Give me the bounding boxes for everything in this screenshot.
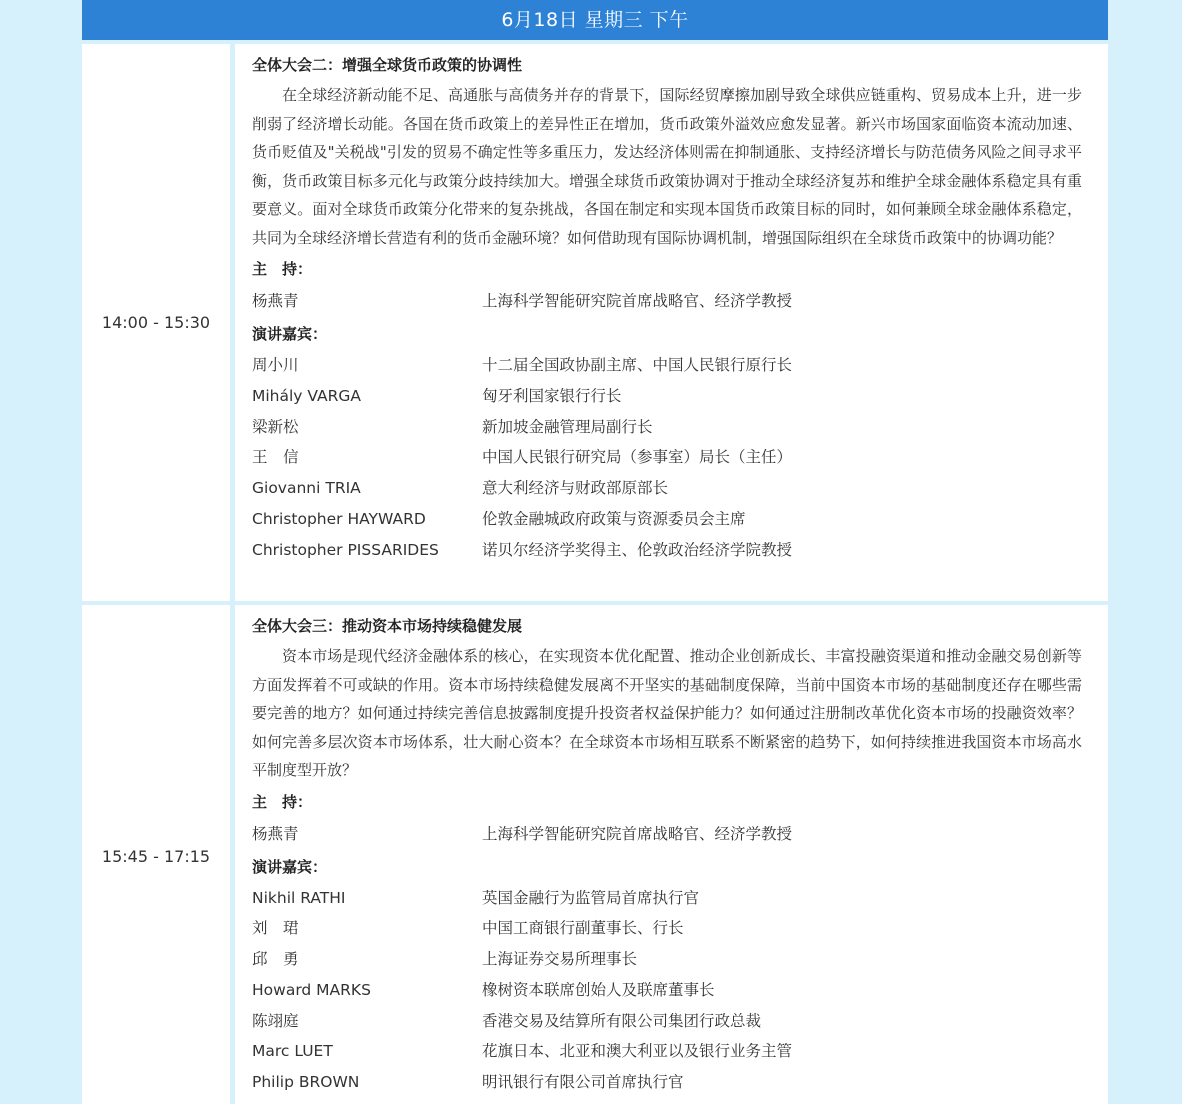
host-title: 上海科学智能研究院首席战略官、经济学教授	[482, 824, 793, 843]
speaker-title: 伦敦金融城政府政策与资源委员会主席	[482, 509, 746, 528]
speaker-name: 邱 勇	[252, 950, 299, 969]
speaker-name: Howard MARKS	[252, 980, 371, 999]
speaker-name: 周小川	[252, 356, 299, 374]
speaker-title: 新加坡金融管理局副行长	[482, 417, 653, 436]
session-description: 资本市场是现代经济金融体系的核心，在实现资本优化配置、推动企业创新成长、丰富投融资渠道和推动金融交易创新等方面发挥着不可或缺的作用。资本市场持续稳健发展离不开坚实的基础制度保障，当前中国资本市场的基础制度还存在哪些需要完善的地方？如何通过持续完善信息披露制度提升投资者权益保护能力？如何通过注册制改革优化资本市场的投融资效率？如何完善多层次资本市场体系，壮大耐心资本？在全球资本市场相互联系不断紧密的趋势下，如何持续推进我国资本市场高水平制度型开放？	[252, 647, 1082, 779]
session-block	[82, 605, 1108, 1104]
speaker-row	[252, 504, 1108, 535]
speaker-name: Mihály VARGA	[252, 386, 362, 405]
speaker-row	[252, 883, 1108, 914]
speaker-name: 梁新松	[252, 417, 299, 436]
host-row	[252, 285, 1108, 317]
speaker-row	[252, 944, 1108, 975]
speaker-name: Christopher PISSARIDES	[252, 540, 439, 559]
speaker-row	[252, 535, 1108, 566]
session-content	[235, 44, 1108, 601]
speaker-name: 王 信	[252, 448, 299, 467]
speaker-name: 刘 珺	[252, 919, 299, 938]
speaker-row	[252, 1067, 1108, 1098]
speaker-row	[252, 1036, 1108, 1067]
session-block	[82, 44, 1108, 601]
host-title: 上海科学智能研究院首席战略官、经济学教授	[482, 292, 793, 310]
speaker-name: Philip BROWN	[252, 1073, 360, 1092]
speaker-row	[252, 381, 1108, 412]
day-header: 6月18日 星期三 下午	[82, 0, 1108, 40]
speaker-title: 花旗日本、北亚和澳大利亚以及银行业务主管	[482, 1042, 793, 1061]
speakers-label: 演讲嘉宾：	[252, 857, 328, 876]
session-time: 14:00 - 15:30	[82, 44, 230, 601]
speaker-name: Christopher HAYWARD	[252, 509, 426, 528]
host-label: 主 持：	[252, 792, 313, 811]
speaker-row	[252, 975, 1108, 1006]
speaker-title: 橡树资本联席创始人及联席董事长	[482, 980, 715, 999]
speaker-title: 上海证券交易所理事长	[482, 950, 638, 969]
session-content	[235, 605, 1108, 1104]
host-name: 杨燕青	[252, 824, 299, 843]
speakers-label: 演讲嘉宾：	[252, 325, 328, 343]
host-name: 杨燕青	[252, 292, 299, 310]
speaker-row	[252, 412, 1108, 443]
session-time: 15:45 - 17:15	[82, 605, 230, 1104]
speaker-name: Giovanni TRIA	[252, 479, 361, 498]
speaker-title: 中国人民银行研究局（参事室）局长（主任）	[482, 448, 793, 467]
speaker-title: 匈牙利国家银行行长	[482, 386, 622, 405]
speaker-row	[252, 913, 1108, 944]
speaker-name: 陈翊庭	[252, 1011, 299, 1030]
speaker-title: 明讯银行有限公司首席执行官	[482, 1073, 684, 1092]
speaker-title: 十二届全国政协副主席、中国人民银行原行长	[482, 356, 793, 374]
session-title: 全体大会三：推动资本市场持续稳健发展	[252, 617, 523, 635]
schedule-table	[82, 0, 1108, 1104]
speaker-title: 中国工商银行副董事长、行长	[482, 919, 684, 938]
speaker-title: 香港交易及结算所有限公司集团行政总裁	[482, 1011, 762, 1030]
host-row	[252, 818, 1108, 850]
speaker-row	[252, 473, 1108, 504]
speaker-row	[252, 442, 1108, 473]
speaker-title: 意大利经济与财政部原部长	[482, 479, 669, 498]
speaker-row	[252, 1006, 1108, 1037]
speaker-row	[252, 350, 1108, 381]
host-label: 主 持：	[252, 260, 313, 278]
session-description: 在全球经济新动能不足、高通胀与高债务并存的背景下，国际经贸摩擦加剧导致全球供应链重构、贸易成本上升，进一步削弱了经济增长动能。各国在货币政策上的差异性正在增加，货币政策外溢效应愈发显著。新兴市场国家面临资本流动加速、货币贬值及"关税战"引发的贸易不确定性等多重压力，发达经济体则需在抑制通胀、支持经济增长与防范债务风险之间寻求平衡，货币政策目标多元化与政策分歧持续加大。增强全球货币政策协调对于推动全球经济复苏和维护全球金融体系稳定具有重要意义。面对全球货币政策分化带来的复杂挑战，各国在制定和实现本国货币政策目标的同时，如何兼顾全球金融体系稳定，共同为全球经济增长营造有利的货币金融环境？如何借助现有国际协调机制，增强国际组织在全球货币政策中的协调功能？	[252, 86, 1082, 247]
speaker-name: Nikhil RATHI	[252, 888, 346, 907]
speaker-title: 英国金融行为监管局首席执行官	[482, 888, 700, 907]
session-title: 全体大会二：增强全球货币政策的协调性	[252, 56, 523, 74]
speaker-title: 诺贝尔经济学奖得主、伦敦政治经济学院教授	[482, 540, 793, 559]
speaker-name: Marc LUET	[252, 1042, 333, 1061]
